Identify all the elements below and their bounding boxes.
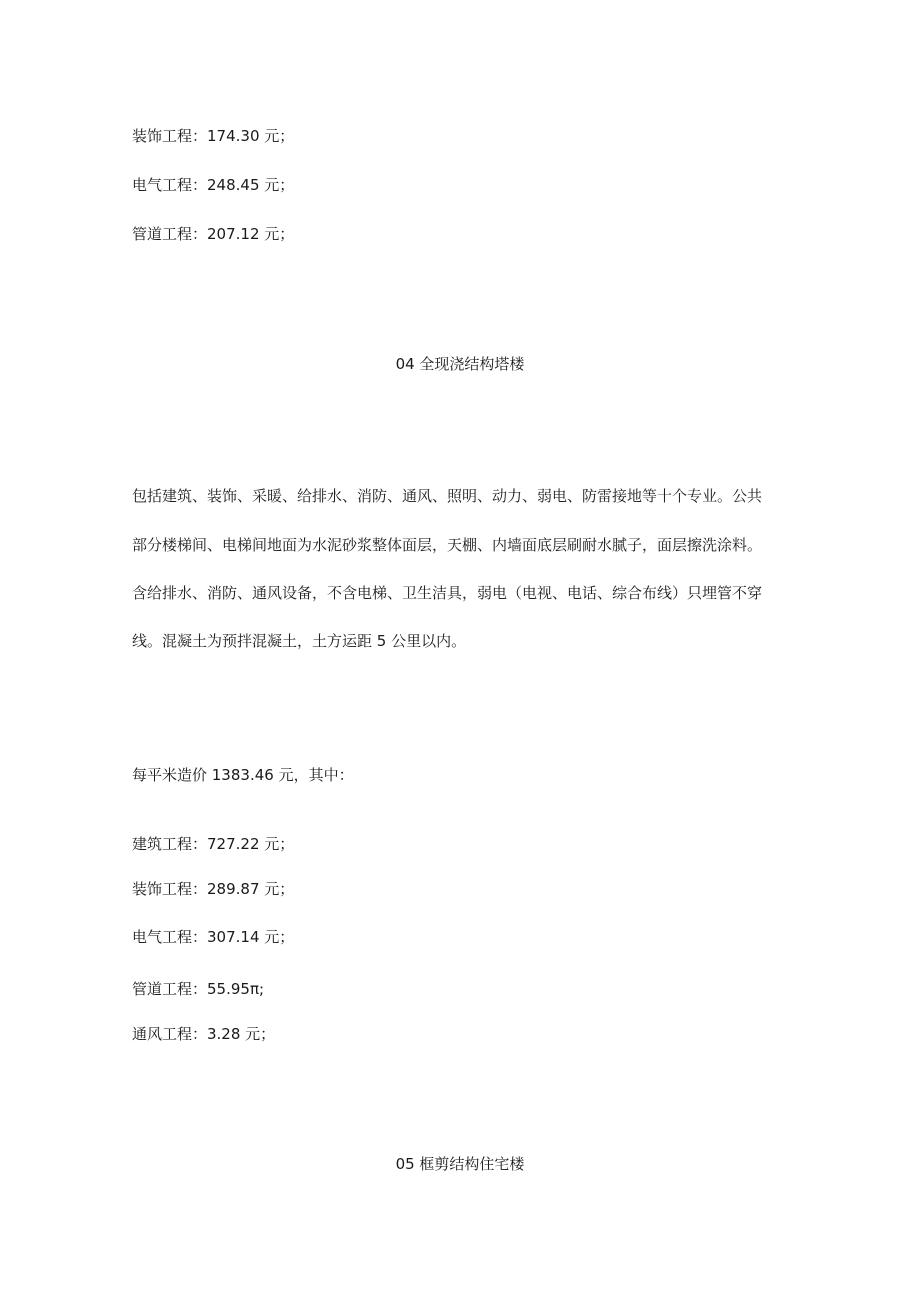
cost-item-electrical: 电气工程：248.45 元； [132, 176, 295, 194]
description-line: 部分楼梯间、电梯间地面为水泥砂浆整体面层，天棚、内墙面底层刷耐水腻子，面层擦洗涂料。 [132, 536, 763, 554]
cost-item-electrical: 电气工程：307.14 元； [132, 928, 295, 946]
section-04-heading: 04 全现浇结构塔楼 [395, 355, 525, 373]
cost-item-ventilation: 通风工程：3.28 元； [132, 1025, 276, 1043]
section-04-total: 每平米造价 1383.46 元，其中： [132, 766, 354, 784]
section-05-heading: 05 框剪结构住宅楼 [395, 1155, 525, 1173]
cost-item-decoration: 装饰工程：289.87 元； [132, 880, 295, 898]
cost-item-piping: 管道工程：55.95π; [132, 980, 265, 998]
description-line: 包括建筑、装饰、采暖、给排水、消防、通风、照明、动力、弱电、防雷接地等十个专业。公共 [132, 487, 763, 505]
description-line: 线。混凝土为预拌混凝土，土方运距 5 公里以内。 [132, 632, 467, 650]
cost-item-building: 建筑工程：727.22 元； [132, 835, 295, 853]
cost-item-piping: 管道工程：207.12 元； [132, 225, 295, 243]
cost-item-decoration: 装饰工程：174.30 元； [132, 127, 295, 145]
description-line: 含给排水、消防、通风设备，不含电梯、卫生洁具，弱电（电视、电话、综合布线）只埋管不穿 [132, 584, 763, 602]
